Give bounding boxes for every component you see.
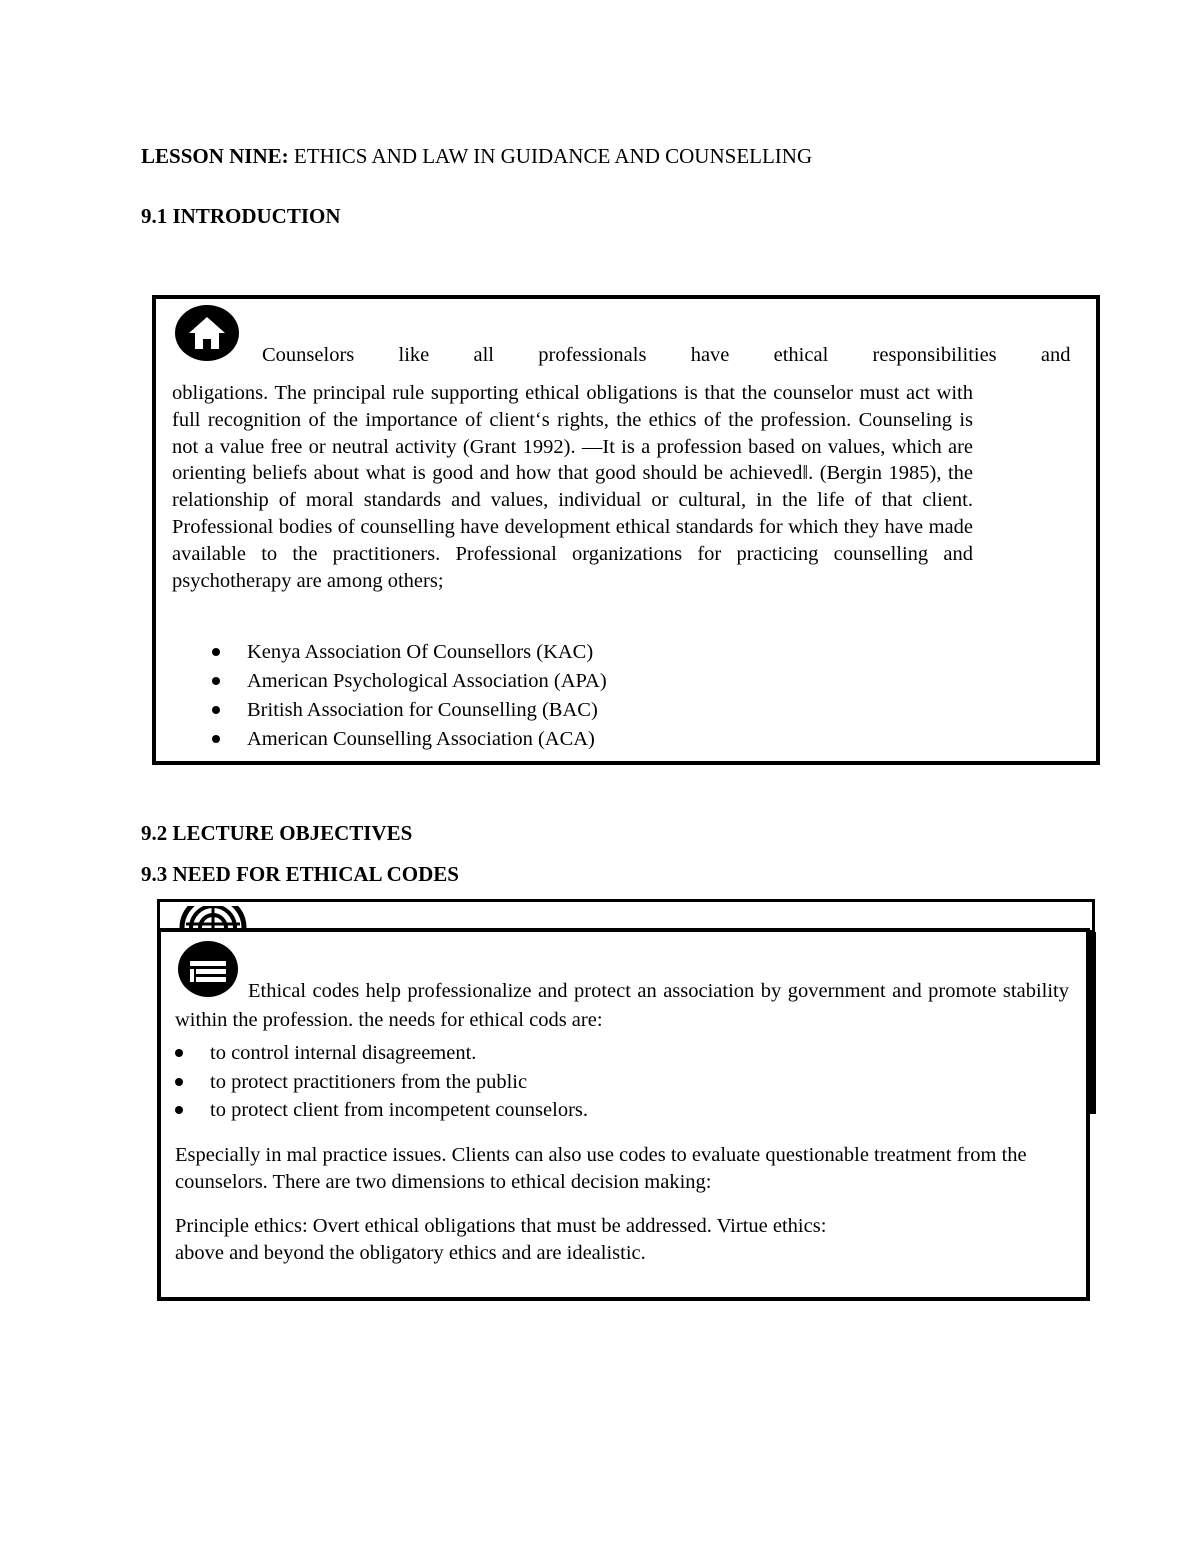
intro-word: all	[473, 344, 494, 366]
intro-word: professionals	[538, 344, 647, 366]
codes-intro: Ethical codes help professionalize and protect an association by government and promote stability within the profession. the needs for ethical cods are:	[175, 980, 1069, 1031]
target-icon	[178, 906, 248, 928]
list-item: to control internal disagreement.	[210, 1039, 588, 1068]
list-item: to protect practitioners from the public	[210, 1068, 588, 1097]
list-item: to protect client from incompetent counselors.	[210, 1096, 588, 1125]
list-item: British Association for Counselling (BAC)	[247, 696, 607, 725]
list-item: Kenya Association Of Counsellors (KAC)	[247, 638, 607, 667]
needs-list	[210, 1039, 588, 1125]
intro-word: have	[690, 344, 730, 366]
lesson-label: LESSON NINE:	[141, 144, 289, 168]
section-heading-introduction: 9.1 INTRODUCTION	[141, 204, 341, 228]
lesson-title: ETHICS AND LAW IN GUIDANCE AND COUNSELLING	[293, 144, 813, 168]
intro-word: responsibilities	[872, 344, 997, 366]
intro-word: like	[398, 344, 430, 366]
home-icon	[175, 305, 239, 361]
malpractice-paragraph: Especially in mal practice issues. Clients can also use codes to evaluate questionable treatment from the counselors. There are two dimensions to ethical decision making:	[175, 1144, 1027, 1193]
list-item: American Psychological Association (APA)	[247, 667, 607, 696]
intro-first-line	[262, 342, 1071, 368]
section-heading-objectives: 9.2 LECTURE OBJECTIVES	[141, 821, 413, 845]
section-heading-ethical-codes: 9.3 NEED FOR ETHICAL CODES	[141, 862, 459, 886]
dimensions-line-2: above and beyond the obligatory ethics and are idealistic.	[175, 1242, 646, 1264]
intro-body: obligations. The principal rule supporting ethical obligations is that the counselor must act with full recognition of the importance of client‘s rights, the ethics of the profession. Counseling is not a value free or neutral activity (Grant 1992). —It is a profession based on values, which are orienting beliefs about what is good and how that good should be achieved‖. (Bergin 1985), the relationship of moral standards and values, individual or cultural, in the life of that client. Professional bodies of counselling have development ethical standards for which they have made available to the practitioners. Professional organizations for practicing counselling and psychotherapy are among others;	[172, 382, 973, 592]
list-item: American Counselling Association (ACA)	[247, 725, 607, 754]
intro-word: ethical	[773, 344, 829, 366]
intro-word: and	[1040, 344, 1071, 366]
dimensions-line-1: Principle ethics: Overt ethical obligations that must be addressed. Virtue ethics:	[175, 1215, 827, 1237]
lesson-heading	[141, 144, 812, 168]
intro-word: Counselors	[262, 344, 355, 366]
organizations-list	[247, 638, 607, 754]
